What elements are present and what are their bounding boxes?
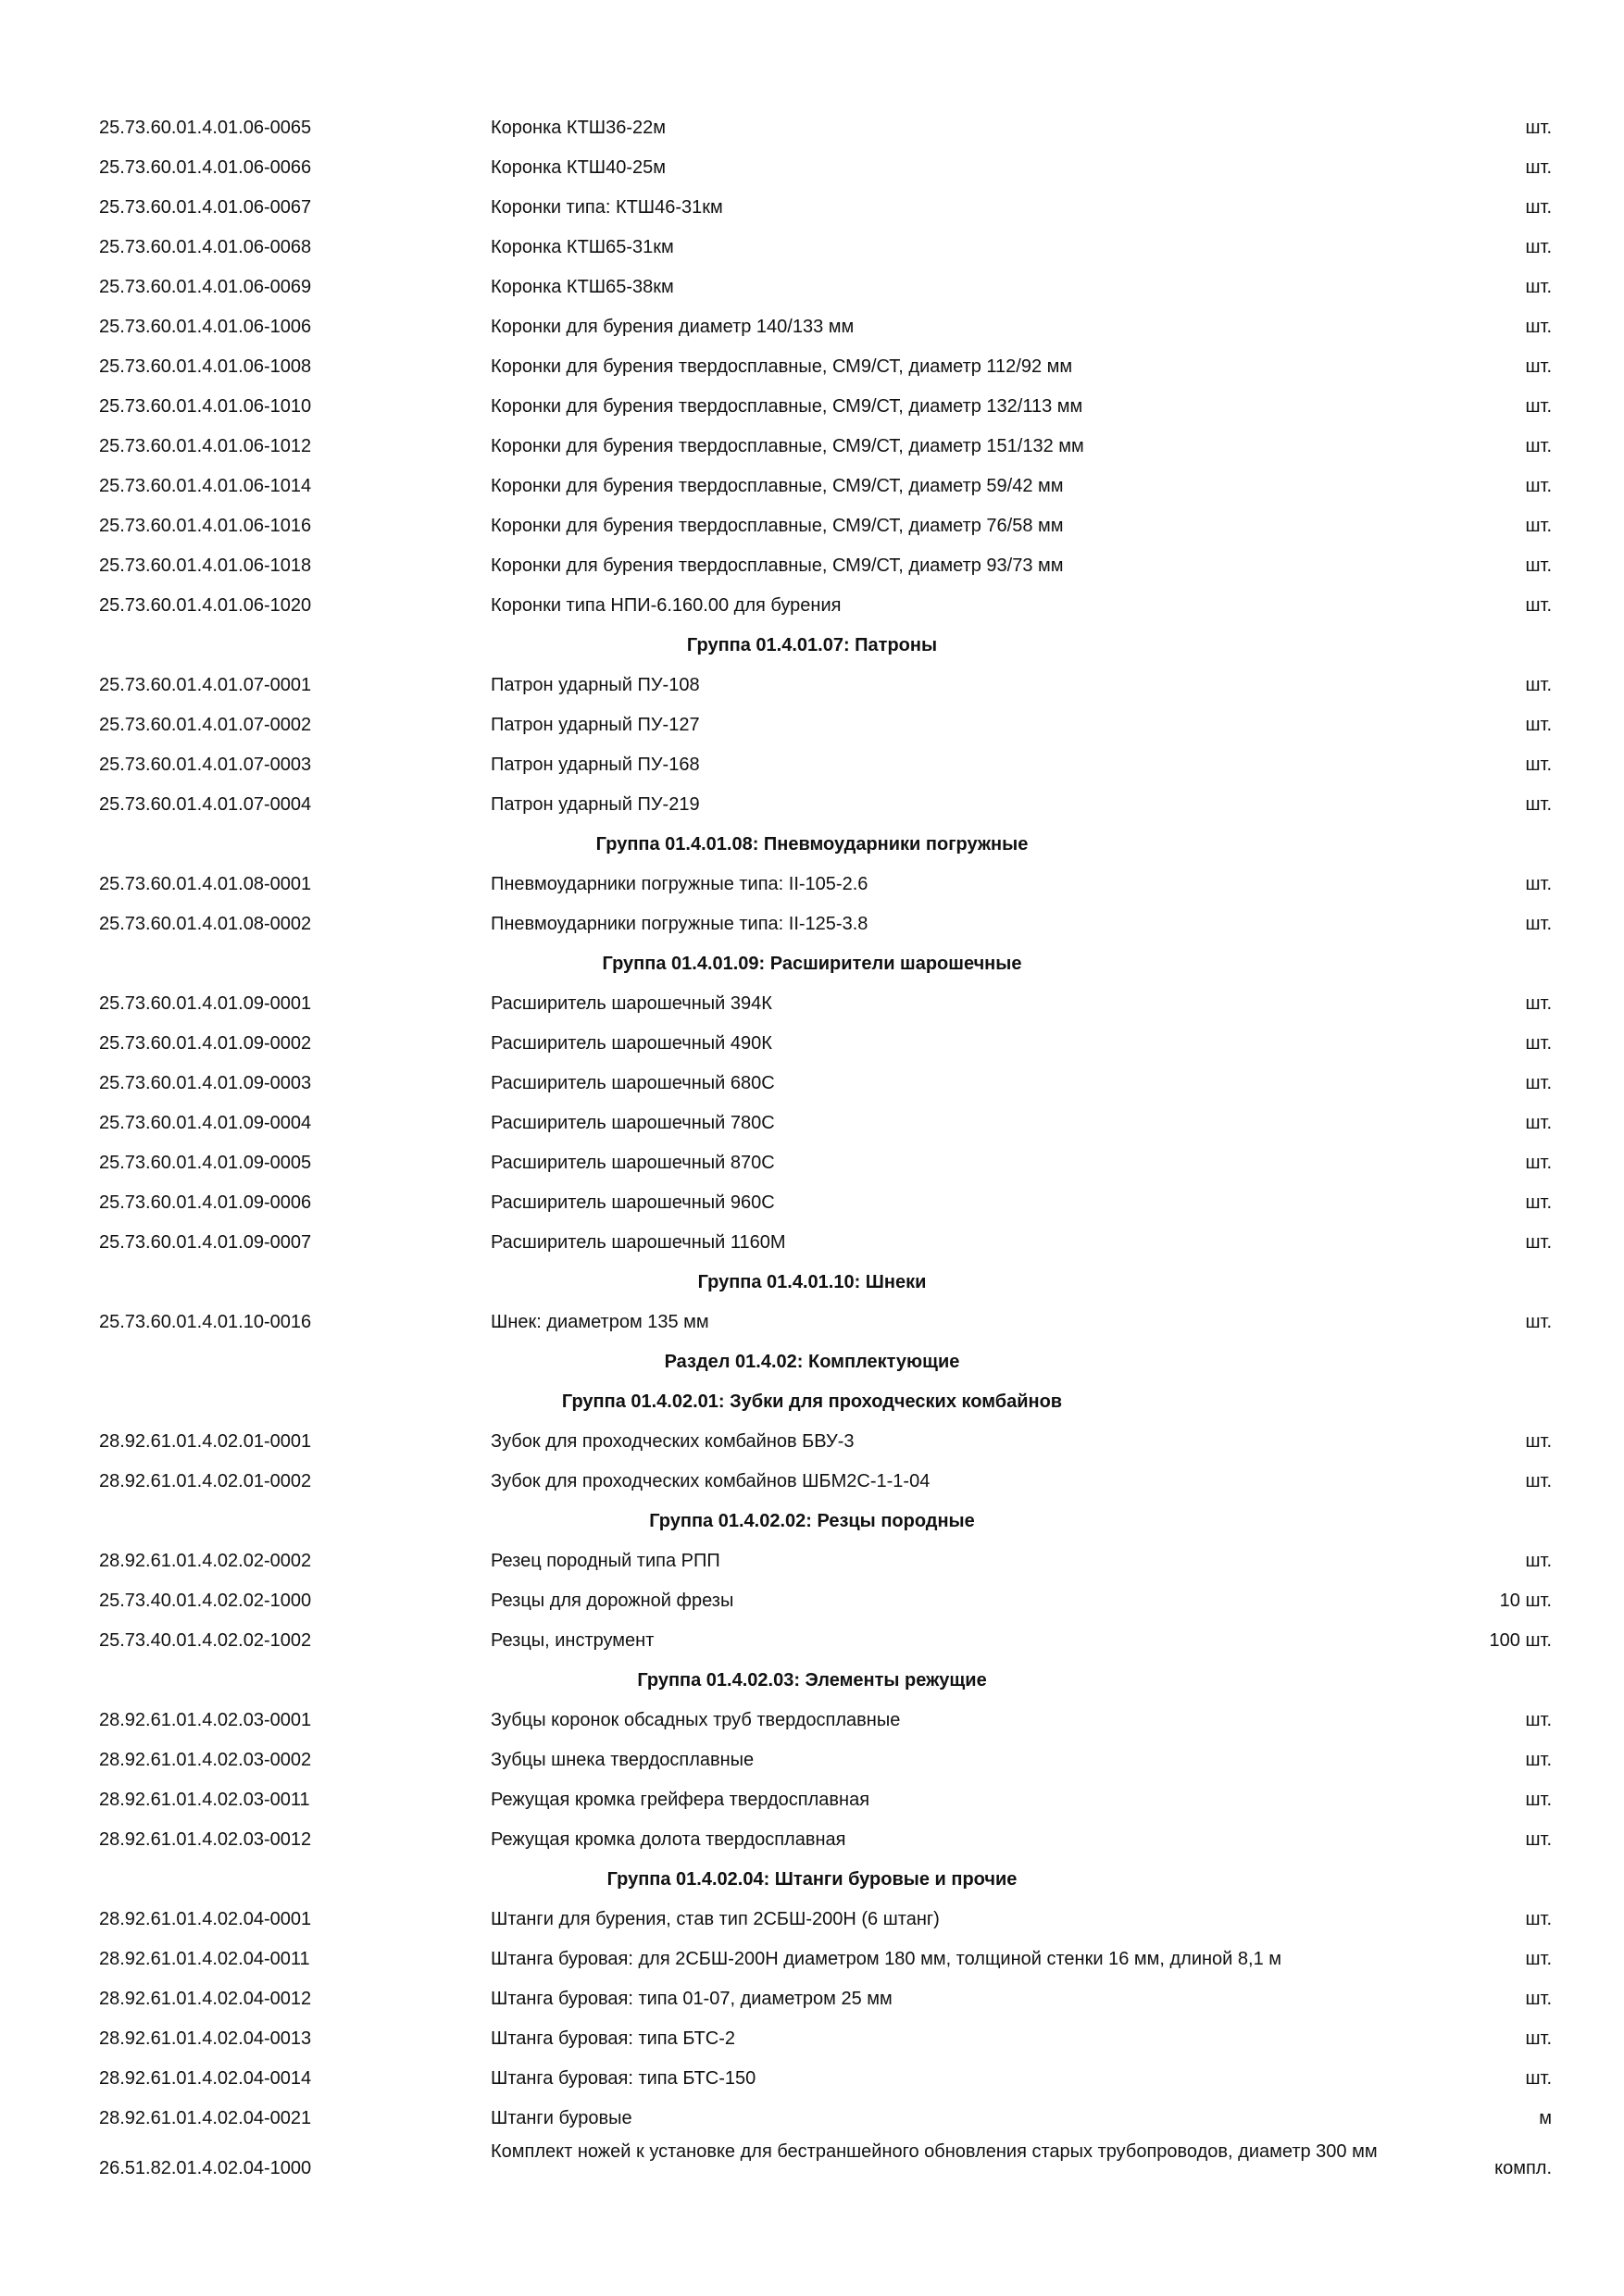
item-name: Расширитель шарошечный 490К: [491, 1033, 772, 1054]
group-header-text: Группа 01.4.01.10: Шнеки: [697, 1272, 927, 1292]
item-name: Зубок для проходческих комбайнов ШБМ2С-1-1-04: [491, 1471, 931, 1491]
item-code: 28.92.61.01.4.02.03-0001: [99, 1710, 312, 1730]
table-row: [0, 428, 1624, 468]
table-row: [0, 468, 1624, 507]
item-name: Коронка КТШ40-25м: [491, 157, 667, 178]
item-code: 25.73.60.01.4.01.09-0002: [99, 1033, 312, 1054]
item-code: 28.92.61.01.4.02.01-0001: [99, 1431, 312, 1452]
item-name: Пневмоударники погружные типа: II-125-3.8: [491, 914, 868, 934]
item-unit: шт.: [1525, 1949, 1552, 1969]
item-code: 28.92.61.01.4.02.02-0002: [99, 1551, 312, 1571]
item-unit: шт.: [1525, 595, 1552, 616]
item-name: Коронки для бурения твердосплавные, СМ9/СТ, диаметр 93/73 мм: [491, 555, 1064, 576]
item-unit: шт.: [1525, 157, 1552, 178]
item-code: 25.73.60.01.4.01.06-1008: [99, 356, 312, 377]
group-header: [0, 945, 1624, 985]
item-name: Коронки типа: КТШ46-31км: [491, 197, 723, 218]
table-row: [0, 1582, 1624, 1622]
item-unit: шт.: [1525, 675, 1552, 695]
item-name: Резцы, инструмент: [491, 1630, 655, 1651]
item-unit: шт.: [1525, 1113, 1552, 1133]
table-row: [0, 1304, 1624, 1343]
group-header-text: Группа 01.4.02.01: Зубки для проходческих комбайнов: [561, 1391, 1063, 1412]
item-unit: шт.: [1525, 1710, 1552, 1730]
item-code: 25.73.60.01.4.01.08-0002: [99, 914, 312, 934]
table-row: [0, 1741, 1624, 1781]
table-row: [0, 1104, 1624, 1144]
item-code: 25.73.60.01.4.01.07-0002: [99, 715, 312, 735]
group-header: [0, 1264, 1624, 1304]
item-unit: шт.: [1525, 1192, 1552, 1213]
table-row: [0, 1821, 1624, 1861]
item-code: 28.92.61.01.4.02.04-0014: [99, 2068, 312, 2089]
item-unit: шт.: [1525, 1829, 1552, 1850]
table-row: [0, 2140, 1624, 2197]
item-name: Расширитель шарошечный 870С: [491, 1153, 775, 1173]
item-name: Коронки для бурения твердосплавные, СМ9/СТ, диаметр 76/58 мм: [491, 516, 1064, 536]
item-code: 25.73.60.01.4.01.06-0068: [99, 237, 312, 257]
item-code: 25.73.60.01.4.01.09-0004: [99, 1113, 312, 1133]
item-name: Зубцы коронок обсадных труб твердосплавные: [491, 1710, 901, 1730]
item-name: Резцы для дорожной фрезы: [491, 1591, 734, 1611]
group-header-text: Группа 01.4.01.09: Расширители шарошечные: [602, 954, 1022, 974]
item-unit: шт.: [1525, 914, 1552, 934]
table-row: [0, 2020, 1624, 2060]
item-unit: шт.: [1525, 1153, 1552, 1173]
table-row: [0, 786, 1624, 826]
item-unit: м: [1539, 2108, 1552, 2128]
item-name: Коронки типа НПИ-6.160.00 для бурения: [491, 595, 842, 616]
item-unit: шт.: [1525, 1471, 1552, 1491]
item-unit: шт.: [1525, 118, 1552, 138]
item-unit: шт.: [1525, 1312, 1552, 1332]
table-row: [0, 348, 1624, 388]
item-name: Коронки для бурения твердосплавные, СМ9/СТ, диаметр 132/113 мм: [491, 396, 1083, 417]
item-name: Комплект ножей к установке для бестраншейного обновления старых трубопроводов, диаметр 300 мм: [491, 2141, 1378, 2162]
table-row: [0, 1423, 1624, 1463]
table-row: [0, 985, 1624, 1025]
table-row: [0, 268, 1624, 308]
item-name: Расширитель шарошечный 960С: [491, 1192, 775, 1213]
group-header-text: Группа 01.4.01.08: Пневмоударники погружные: [595, 834, 1029, 855]
item-unit: шт.: [1525, 2028, 1552, 2049]
item-name: Расширитель шарошечный 1160М: [491, 1232, 786, 1253]
item-code: 25.73.60.01.4.01.06-1012: [99, 436, 312, 456]
item-unit: шт.: [1525, 555, 1552, 576]
item-code: 25.73.60.01.4.01.10-0016: [99, 1312, 312, 1332]
table-row: [0, 746, 1624, 786]
item-name: Штанга буровая: типа 01-07, диаметром 25 мм: [491, 1989, 893, 2009]
table-row: [0, 905, 1624, 945]
table-row: [0, 1702, 1624, 1741]
item-unit: 100 шт.: [1489, 1630, 1552, 1651]
item-unit: шт.: [1525, 1073, 1552, 1093]
item-name: Штанги буровые: [491, 2108, 632, 2128]
item-code: 25.73.60.01.4.01.06-0065: [99, 118, 312, 138]
item-unit: шт.: [1525, 197, 1552, 218]
item-name: Патрон ударный ПУ-168: [491, 755, 700, 775]
item-name: Патрон ударный ПУ-108: [491, 675, 700, 695]
item-unit: шт.: [1525, 476, 1552, 496]
item-unit: компл.: [1494, 2158, 1552, 2178]
item-code: 25.73.40.01.4.02.02-1000: [99, 1591, 312, 1611]
table-row: [0, 547, 1624, 587]
item-code: 28.92.61.01.4.02.04-0011: [99, 1949, 310, 1969]
table-row: [0, 507, 1624, 547]
item-code: 28.92.61.01.4.02.04-0021: [99, 2108, 312, 2128]
table-row: [0, 866, 1624, 905]
item-code: 25.73.60.01.4.01.08-0001: [99, 874, 312, 894]
group-header-text: Группа 01.4.02.04: Штанги буровые и прочие: [606, 1869, 1018, 1890]
group-header-text: Группа 01.4.01.07: Патроны: [686, 635, 938, 655]
item-name: Коронки для бурения твердосплавные, СМ9/СТ, диаметр 112/92 мм: [491, 356, 1073, 377]
item-unit: шт.: [1525, 1232, 1552, 1253]
item-code: 28.92.61.01.4.02.03-0011: [99, 1790, 310, 1810]
item-code: 28.92.61.01.4.02.04-0012: [99, 1989, 312, 2009]
group-header-text: Раздел 01.4.02: Комплектующие: [664, 1352, 960, 1372]
item-code: 25.73.60.01.4.01.09-0005: [99, 1153, 312, 1173]
price-list-document: [0, 109, 1624, 2197]
table-row: [0, 667, 1624, 706]
item-unit: шт.: [1525, 277, 1552, 297]
table-row: [0, 1025, 1624, 1065]
item-name: Коронки для бурения твердосплавные, СМ9/СТ, диаметр 151/132 мм: [491, 436, 1084, 456]
group-header: [0, 1383, 1624, 1423]
item-code: 28.92.61.01.4.02.01-0002: [99, 1471, 312, 1491]
group-header-text: Группа 01.4.02.03: Элементы режущие: [637, 1670, 987, 1691]
table-row: [0, 109, 1624, 149]
item-name: Коронка КТШ36-22м: [491, 118, 667, 138]
table-row: [0, 2060, 1624, 2100]
group-header: [0, 826, 1624, 866]
item-name: Штанга буровая: типа БТС-2: [491, 2028, 735, 2049]
group-header: [0, 1503, 1624, 1542]
item-unit: шт.: [1525, 1033, 1552, 1054]
item-unit: шт.: [1525, 1989, 1552, 2009]
item-unit: шт.: [1525, 1790, 1552, 1810]
item-name: Шнек: диаметром 135 мм: [491, 1312, 709, 1332]
item-unit: шт.: [1525, 237, 1552, 257]
item-name: Расширитель шарошечный 394К: [491, 993, 772, 1014]
item-name: Коронка КТШ65-38км: [491, 277, 674, 297]
table-row: [0, 1781, 1624, 1821]
table-row: [0, 1463, 1624, 1503]
table-row: [0, 2100, 1624, 2140]
item-code: 25.73.60.01.4.01.06-1006: [99, 317, 312, 337]
item-unit: шт.: [1525, 396, 1552, 417]
table-row: [0, 1940, 1624, 1980]
table-row: [0, 388, 1624, 428]
item-name: Штанга буровая: типа БТС-150: [491, 2068, 756, 2089]
item-code: 25.73.60.01.4.01.09-0001: [99, 993, 312, 1014]
item-code: 28.92.61.01.4.02.03-0012: [99, 1829, 312, 1850]
item-unit: шт.: [1525, 2068, 1552, 2089]
item-code: 25.73.60.01.4.01.06-0069: [99, 277, 312, 297]
item-unit: шт.: [1525, 993, 1552, 1014]
item-name: Коронки для бурения диаметр 140/133 мм: [491, 317, 855, 337]
item-name: Патрон ударный ПУ-219: [491, 794, 700, 815]
item-code: 25.73.60.01.4.01.06-0067: [99, 197, 312, 218]
table-row: [0, 1144, 1624, 1184]
group-header: [0, 627, 1624, 667]
table-row: [0, 229, 1624, 268]
item-name: Расширитель шарошечный 780С: [491, 1113, 775, 1133]
item-name: Резец породный типа РПП: [491, 1551, 720, 1571]
table-row: [0, 587, 1624, 627]
item-unit: шт.: [1525, 436, 1552, 456]
group-header-text: Группа 01.4.02.02: Резцы породные: [649, 1511, 975, 1531]
item-code: 25.73.60.01.4.01.07-0004: [99, 794, 312, 815]
item-name: Режущая кромка грейфера твердосплавная: [491, 1790, 870, 1810]
item-name: Штанги для бурения, став тип 2СБШ-200Н (6 штанг): [491, 1909, 940, 1929]
item-code: 28.92.61.01.4.02.03-0002: [99, 1750, 312, 1770]
table-row: [0, 1622, 1624, 1662]
item-name: Зубок для проходческих комбайнов БВУ-3: [491, 1431, 855, 1452]
item-code: 25.73.60.01.4.01.07-0003: [99, 755, 312, 775]
item-unit: шт.: [1525, 715, 1552, 735]
item-code: 26.51.82.01.4.02.04-1000: [99, 2158, 312, 2178]
item-name: Коронки для бурения твердосплавные, СМ9/СТ, диаметр 59/42 мм: [491, 476, 1064, 496]
group-header: [0, 1861, 1624, 1901]
item-unit: 10 шт.: [1499, 1591, 1552, 1611]
item-code: 25.73.60.01.4.01.09-0006: [99, 1192, 312, 1213]
item-unit: шт.: [1525, 516, 1552, 536]
item-code: 25.73.60.01.4.01.06-0066: [99, 157, 312, 178]
item-unit: шт.: [1525, 356, 1552, 377]
item-unit: шт.: [1525, 874, 1552, 894]
table-row: [0, 308, 1624, 348]
item-unit: шт.: [1525, 1431, 1552, 1452]
item-name: Режущая кромка долота твердосплавная: [491, 1829, 846, 1850]
item-unit: шт.: [1525, 755, 1552, 775]
item-unit: шт.: [1525, 1909, 1552, 1929]
table-row: [0, 189, 1624, 229]
item-code: 25.73.60.01.4.01.06-1018: [99, 555, 312, 576]
item-code: 25.73.60.01.4.01.06-1014: [99, 476, 312, 496]
item-code: 25.73.60.01.4.01.09-0003: [99, 1073, 312, 1093]
item-code: 25.73.60.01.4.01.06-1016: [99, 516, 312, 536]
table-row: [0, 1065, 1624, 1104]
item-unit: шт.: [1525, 1551, 1552, 1571]
table-row: [0, 1224, 1624, 1264]
item-code: 25.73.60.01.4.01.09-0007: [99, 1232, 312, 1253]
item-name: Пневмоударники погружные типа: II-105-2.6: [491, 874, 868, 894]
group-header: [0, 1343, 1624, 1383]
item-name: Зубцы шнека твердосплавные: [491, 1750, 755, 1770]
table-row: [0, 706, 1624, 746]
item-code: 25.73.60.01.4.01.06-1020: [99, 595, 312, 616]
table-row: [0, 1980, 1624, 2020]
item-code: 25.73.40.01.4.02.02-1002: [99, 1630, 312, 1651]
item-name: Расширитель шарошечный 680С: [491, 1073, 775, 1093]
item-code: 28.92.61.01.4.02.04-0013: [99, 2028, 312, 2049]
table-row: [0, 149, 1624, 189]
item-unit: шт.: [1525, 1750, 1552, 1770]
item-code: 25.73.60.01.4.01.06-1010: [99, 396, 312, 417]
table-row: [0, 1542, 1624, 1582]
item-unit: шт.: [1525, 794, 1552, 815]
item-name: Патрон ударный ПУ-127: [491, 715, 700, 735]
group-header: [0, 1662, 1624, 1702]
item-name: Коронка КТШ65-31км: [491, 237, 674, 257]
item-code: 25.73.60.01.4.01.07-0001: [99, 675, 312, 695]
table-row: [0, 1901, 1624, 1940]
item-code: 28.92.61.01.4.02.04-0001: [99, 1909, 312, 1929]
table-row: [0, 1184, 1624, 1224]
item-unit: шт.: [1525, 317, 1552, 337]
item-name: Штанга буровая: для 2СБШ-200Н диаметром 180 мм, толщиной стенки 16 мм, длиной 8,1 м: [491, 1949, 1282, 1969]
